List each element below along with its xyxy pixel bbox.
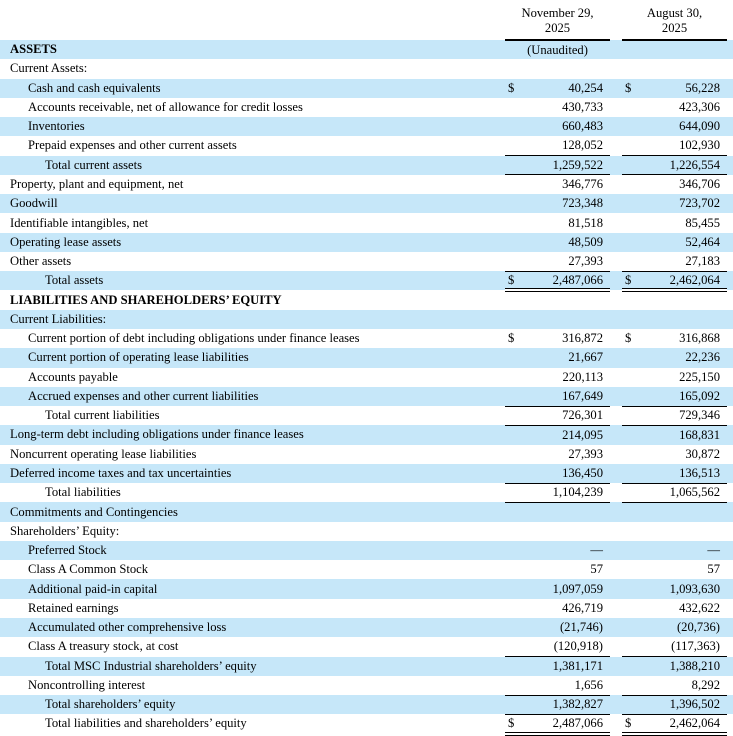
- row-label: Noncurrent operating lease liabilities: [10, 446, 197, 461]
- header-row: [0, 0, 733, 40]
- unaudited-note: (Unaudited): [527, 42, 588, 57]
- currency-symbol-col1: [505, 599, 529, 618]
- value-col2: 644,090: [679, 119, 721, 134]
- column-gap: [610, 541, 622, 560]
- currency-symbol-col1: [505, 175, 529, 194]
- row-end-spacer: [727, 502, 733, 521]
- table-row: [0, 213, 733, 232]
- value-col2: 102,930: [646, 136, 727, 155]
- table-row: [0, 368, 733, 387]
- value-col1: 214,095: [562, 427, 604, 442]
- value-col2: 1,226,554: [646, 156, 727, 175]
- column-header-period-1: [505, 0, 610, 40]
- value-col1: 426,719: [562, 600, 604, 615]
- table-row: [0, 271, 733, 290]
- currency-symbol-col2: [622, 637, 646, 656]
- row-end-spacer: [727, 657, 733, 676]
- value-col2: 52,464: [685, 234, 721, 249]
- value-col2: —: [707, 543, 721, 558]
- row-label: Identifiable intangibles, net: [10, 215, 149, 230]
- currency-symbol-col2: [622, 522, 646, 541]
- value-col2: [646, 59, 727, 78]
- value-col2: 225,150: [679, 369, 721, 384]
- currency-symbol-col1: [505, 348, 529, 367]
- row-end-spacer: [727, 348, 733, 367]
- value-col1: 57: [590, 562, 604, 577]
- table-row: [0, 618, 733, 637]
- table-row: [0, 59, 733, 78]
- table-row: [0, 502, 733, 521]
- table-row: [0, 541, 733, 560]
- column-gap: [610, 560, 622, 579]
- table-row: [0, 233, 733, 252]
- period-2-date-line-1: August 30,: [646, 6, 703, 21]
- column-gap: [610, 425, 622, 444]
- row-label: Goodwill: [10, 196, 58, 211]
- value-col2: [646, 40, 727, 59]
- currency-symbol-col2: [622, 695, 646, 714]
- currency-symbol-col2: [622, 560, 646, 579]
- value-col2: 85,455: [685, 215, 721, 230]
- period-2-date-line-2: 2025: [661, 21, 688, 36]
- table-row: [0, 252, 733, 271]
- value-col1: 1,097,059: [552, 581, 604, 596]
- row-label: Total liabilities: [45, 485, 121, 500]
- currency-symbol-col1: [505, 502, 529, 521]
- currency-symbol-col1: [505, 98, 529, 117]
- table-row: [0, 714, 733, 733]
- currency-symbol-col2: [622, 579, 646, 598]
- value-col2: 27,183: [646, 252, 727, 271]
- table-row: [0, 348, 733, 367]
- row-label: Operating lease assets: [10, 234, 122, 249]
- table-row: [0, 136, 733, 155]
- table-row: [0, 695, 733, 714]
- currency-symbol-col2: [622, 425, 646, 444]
- column-gap: [610, 368, 622, 387]
- currency-symbol-col2: [622, 483, 646, 502]
- row-label: Current portion of debt including obligations under finance leases: [28, 331, 360, 346]
- value-col2: [646, 522, 727, 541]
- value-col1: 167,649: [529, 387, 610, 406]
- table-row: [0, 290, 733, 309]
- currency-symbol-col1: [505, 252, 529, 271]
- currency-symbol-col1: [505, 406, 529, 425]
- currency-symbol-col1: [505, 464, 529, 483]
- row-end-spacer: [727, 714, 733, 733]
- currency-symbol-col1: [505, 194, 529, 213]
- currency-symbol-col1: [505, 541, 529, 560]
- value-col1: 48,509: [568, 234, 604, 249]
- value-col1: [529, 522, 610, 541]
- row-end-spacer: [727, 233, 733, 252]
- column-gap: [610, 117, 622, 136]
- row-label: Retained earnings: [28, 600, 119, 615]
- row-end-spacer: [727, 599, 733, 618]
- currency-symbol-col1: $: [505, 271, 529, 290]
- row-label: Total current assets: [45, 157, 143, 172]
- currency-symbol-col1: $: [505, 714, 529, 733]
- row-label: Property, plant and equipment, net: [10, 176, 184, 191]
- value-col1: 81,518: [568, 215, 604, 230]
- currency-symbol-col2: [622, 502, 646, 521]
- value-col2: [646, 310, 727, 329]
- table-row: [0, 79, 733, 98]
- column-gap: [610, 657, 622, 676]
- row-end-spacer: [727, 79, 733, 98]
- value-col2: 1,093,630: [669, 581, 721, 596]
- currency-symbol-col2: [622, 599, 646, 618]
- value-col1: 346,776: [562, 177, 604, 192]
- column-gap: [610, 502, 622, 521]
- currency-symbol-col2: [622, 40, 646, 59]
- value-col1: [529, 502, 610, 521]
- currency-symbol-col1: [505, 579, 529, 598]
- currency-symbol-col1: $: [508, 331, 515, 346]
- table-row: [0, 329, 733, 348]
- value-col2: [646, 290, 727, 309]
- column-gap: [610, 79, 622, 98]
- currency-symbol-col2: [622, 136, 646, 155]
- row-label: Class A Common Stock: [28, 562, 149, 577]
- currency-symbol-col1: [505, 156, 529, 175]
- column-gap: [610, 290, 622, 309]
- row-label: Current Liabilities:: [10, 311, 107, 326]
- row-end-spacer: [727, 406, 733, 425]
- table-row: [0, 445, 733, 464]
- currency-symbol-col2: [622, 657, 646, 676]
- currency-symbol-col1: $: [508, 80, 515, 95]
- column-gap: [610, 194, 622, 213]
- value-col2: 1,065,562: [646, 483, 727, 502]
- value-col2: 57: [707, 562, 721, 577]
- row-end-spacer: [727, 522, 733, 541]
- value-col1: [529, 290, 610, 309]
- currency-symbol-col2: [622, 233, 646, 252]
- value-col2: (117,363): [646, 637, 727, 656]
- column-gap: [610, 387, 622, 406]
- column-gap: [610, 406, 622, 425]
- table-row: [0, 657, 733, 676]
- table-header: [0, 0, 733, 40]
- value-col1: 660,483: [562, 119, 604, 134]
- row-end-spacer: [727, 136, 733, 155]
- value-col2: 346,706: [679, 177, 721, 192]
- table-row: [0, 425, 733, 444]
- column-gap: [610, 329, 622, 348]
- value-col1: 726,301: [529, 406, 610, 425]
- column-gap: [610, 156, 622, 175]
- currency-symbol-col2: [622, 541, 646, 560]
- currency-symbol-col1: [505, 213, 529, 232]
- value-col1: 430,733: [562, 99, 604, 114]
- value-col2: 168,831: [679, 427, 721, 442]
- currency-symbol-col2: $: [622, 271, 646, 290]
- value-col2: (20,736): [676, 620, 721, 635]
- table-row: [0, 310, 733, 329]
- currency-symbol-col1: [505, 522, 529, 541]
- value-col1: [529, 59, 610, 78]
- value-col2: 30,872: [685, 446, 721, 461]
- column-gap: [610, 676, 622, 695]
- column-gap: [610, 59, 622, 78]
- currency-symbol-col1: [505, 445, 529, 464]
- value-col2: 136,513: [646, 464, 727, 483]
- row-end-spacer: [727, 387, 733, 406]
- value-col1: 220,113: [562, 369, 604, 384]
- currency-symbol-col1: [505, 233, 529, 252]
- currency-symbol-col2: [622, 406, 646, 425]
- currency-symbol-col1: [505, 637, 529, 656]
- currency-symbol-col1: [505, 483, 529, 502]
- row-end-spacer: [727, 464, 733, 483]
- column-gap: [610, 98, 622, 117]
- value-col2: 729,346: [646, 406, 727, 425]
- row-end-spacer: [727, 156, 733, 175]
- table-row: [0, 560, 733, 579]
- currency-symbol-col1: [505, 290, 529, 309]
- row-label: Class A treasury stock, at cost: [28, 639, 179, 654]
- row-end-spacer: [727, 695, 733, 714]
- row-end-spacer: [727, 560, 733, 579]
- value-col1: 27,393: [529, 252, 610, 271]
- currency-symbol-col1: [505, 387, 529, 406]
- row-label: LIABILITIES AND SHAREHOLDERS’ EQUITY: [10, 292, 282, 307]
- table-row: [0, 117, 733, 136]
- column-gap: [610, 175, 622, 194]
- column-gap: [610, 271, 622, 290]
- row-label: Deferred income taxes and tax uncertainties: [10, 465, 232, 480]
- currency-symbol-col2: [622, 445, 646, 464]
- column-gap: [610, 136, 622, 155]
- value-col2: 22,236: [685, 350, 721, 365]
- currency-symbol-col2: [622, 194, 646, 213]
- currency-symbol-col2: [622, 252, 646, 271]
- currency-symbol-col2: $: [625, 331, 632, 346]
- row-end-spacer: [727, 290, 733, 309]
- currency-symbol-col2: [622, 310, 646, 329]
- column-gap: [610, 695, 622, 714]
- currency-symbol-col2: [622, 387, 646, 406]
- value-col2: 2,462,064: [646, 271, 727, 290]
- row-end-spacer: [727, 579, 733, 598]
- row-end-spacer: [727, 541, 733, 560]
- value-col1: [529, 310, 610, 329]
- row-label: Total liabilities and shareholders’ equity: [45, 716, 247, 731]
- value-col1: 136,450: [529, 464, 610, 483]
- row-end-spacer: [727, 310, 733, 329]
- value-col1: 21,667: [568, 350, 604, 365]
- value-col1: 40,254: [568, 80, 604, 95]
- currency-symbol-col2: [622, 348, 646, 367]
- currency-symbol-col1: [505, 425, 529, 444]
- header-label-spacer: [0, 0, 505, 40]
- table-row: [0, 522, 733, 541]
- row-label: Accumulated other comprehensive loss: [28, 620, 227, 635]
- column-gap: [610, 252, 622, 271]
- table-body: [0, 40, 733, 734]
- currency-symbol-col1: [505, 676, 529, 695]
- currency-symbol-col2: [622, 368, 646, 387]
- row-end-spacer: [727, 676, 733, 695]
- value-col2: 1,396,502: [646, 695, 727, 714]
- row-end-spacer: [727, 368, 733, 387]
- currency-symbol-col1: [505, 59, 529, 78]
- row-end-spacer: [727, 175, 733, 194]
- value-col1: 1,381,171: [552, 658, 604, 673]
- currency-symbol-col2: [622, 290, 646, 309]
- currency-symbol-col2: [622, 618, 646, 637]
- column-gap: [610, 579, 622, 598]
- row-end-spacer: [727, 483, 733, 502]
- value-col1: 1,656: [529, 676, 610, 695]
- period-1-date-line-2: 2025: [544, 21, 571, 36]
- currency-symbol-col2: $: [625, 80, 632, 95]
- value-col1: 2,487,066: [529, 271, 610, 290]
- value-col1: 27,393: [568, 446, 604, 461]
- row-label: Preferred Stock: [28, 543, 107, 558]
- table-row: [0, 483, 733, 502]
- value-col2: 56,228: [685, 80, 721, 95]
- column-gap: [610, 40, 622, 59]
- currency-symbol-col1: [505, 618, 529, 637]
- table-row: [0, 676, 733, 695]
- currency-symbol-col2: [622, 213, 646, 232]
- currency-symbol-col2: [622, 464, 646, 483]
- currency-symbol-col1: [505, 136, 529, 155]
- currency-symbol-col2: [622, 175, 646, 194]
- table-row: [0, 98, 733, 117]
- table-row: [0, 406, 733, 425]
- row-end-spacer: [727, 425, 733, 444]
- currency-symbol-col2: [622, 117, 646, 136]
- table-row: [0, 579, 733, 598]
- row-label: Other assets: [10, 254, 72, 269]
- column-gap: [610, 348, 622, 367]
- row-label: Total current liabilities: [45, 408, 160, 423]
- value-col2: 2,462,064: [646, 714, 727, 733]
- row-end-spacer: [727, 637, 733, 656]
- value-col2: 1,388,210: [669, 658, 721, 673]
- row-end-spacer: [727, 213, 733, 232]
- row-end-spacer: [727, 117, 733, 136]
- column-gap: [610, 483, 622, 502]
- row-label: Accounts receivable, net of allowance for credit losses: [28, 99, 303, 114]
- table-row: [0, 637, 733, 656]
- row-label: Cash and cash equivalents: [28, 80, 161, 95]
- value-col1: 1,104,239: [529, 483, 610, 502]
- currency-symbol-col2: [622, 156, 646, 175]
- column-gap: [610, 445, 622, 464]
- header-end-spacer: [727, 0, 733, 40]
- row-label: Prepaid expenses and other current assets: [28, 138, 237, 153]
- currency-symbol-col1: [505, 310, 529, 329]
- currency-symbol-col2: $: [622, 714, 646, 733]
- column-gap: [610, 213, 622, 232]
- table-row: [0, 194, 733, 213]
- value-col2: 432,622: [679, 600, 721, 615]
- value-col1: 1,382,827: [529, 695, 610, 714]
- row-end-spacer: [727, 59, 733, 78]
- column-gap: [610, 599, 622, 618]
- row-label: Current Assets:: [10, 61, 88, 76]
- column-gap: [610, 637, 622, 656]
- currency-symbol-col1: [505, 657, 529, 676]
- row-end-spacer: [727, 98, 733, 117]
- row-label: Accounts payable: [28, 369, 118, 384]
- value-col1: 1,259,522: [529, 156, 610, 175]
- row-end-spacer: [727, 271, 733, 290]
- row-end-spacer: [727, 40, 733, 59]
- value-col1: (120,918): [529, 637, 610, 656]
- row-label: Current portion of operating lease liabilities: [28, 350, 249, 365]
- currency-symbol-col1: [505, 368, 529, 387]
- table-row: [0, 40, 733, 59]
- column-gap: [610, 310, 622, 329]
- currency-symbol-col1: [505, 117, 529, 136]
- column-gap: [610, 618, 622, 637]
- value-col1: 2,487,066: [529, 714, 610, 733]
- table-row: [0, 464, 733, 483]
- value-col2: 423,306: [679, 99, 721, 114]
- row-end-spacer: [727, 445, 733, 464]
- table-row: [0, 175, 733, 194]
- column-gap: [610, 233, 622, 252]
- table-row: [0, 599, 733, 618]
- row-label: Total assets: [45, 273, 104, 288]
- value-col2: 8,292: [646, 676, 727, 695]
- currency-symbol-col2: [622, 676, 646, 695]
- currency-symbol-col1: [505, 695, 529, 714]
- row-label: Accrued expenses and other current liabilities: [28, 388, 259, 403]
- value-col1: (21,746): [559, 620, 604, 635]
- table-row: [0, 156, 733, 175]
- column-gap: [610, 714, 622, 733]
- row-label: Additional paid-in capital: [28, 581, 158, 596]
- value-col2: 723,702: [679, 196, 721, 211]
- row-end-spacer: [727, 252, 733, 271]
- column-gap: [610, 464, 622, 483]
- header-gap: [610, 0, 622, 40]
- value-col1: 128,052: [529, 136, 610, 155]
- row-label: Total MSC Industrial shareholders’ equity: [45, 658, 257, 673]
- value-col2: 316,868: [679, 331, 721, 346]
- row-label: Inventories: [28, 119, 85, 134]
- row-label: ASSETS: [10, 42, 57, 57]
- row-label: Total shareholders’ equity: [45, 697, 176, 712]
- currency-symbol-col1: [505, 560, 529, 579]
- row-label: Commitments and Contingencies: [10, 504, 178, 519]
- row-end-spacer: [727, 329, 733, 348]
- period-1-date-line-1: November 29,: [521, 6, 594, 21]
- row-label: Shareholders’ Equity:: [10, 523, 120, 538]
- value-col1: 316,872: [562, 331, 604, 346]
- row-label: Long-term debt including obligations under finance leases: [10, 427, 304, 442]
- table-row: [0, 387, 733, 406]
- currency-symbol-col2: [622, 59, 646, 78]
- value-col1: —: [590, 543, 604, 558]
- currency-symbol-col2: [622, 98, 646, 117]
- value-col2: [646, 502, 727, 521]
- column-header-period-2: [622, 0, 727, 40]
- column-gap: [610, 522, 622, 541]
- value-col2: 165,092: [646, 387, 727, 406]
- row-label: Noncontrolling interest: [28, 677, 146, 692]
- row-end-spacer: [727, 618, 733, 637]
- row-end-spacer: [727, 194, 733, 213]
- value-col1: 723,348: [562, 196, 604, 211]
